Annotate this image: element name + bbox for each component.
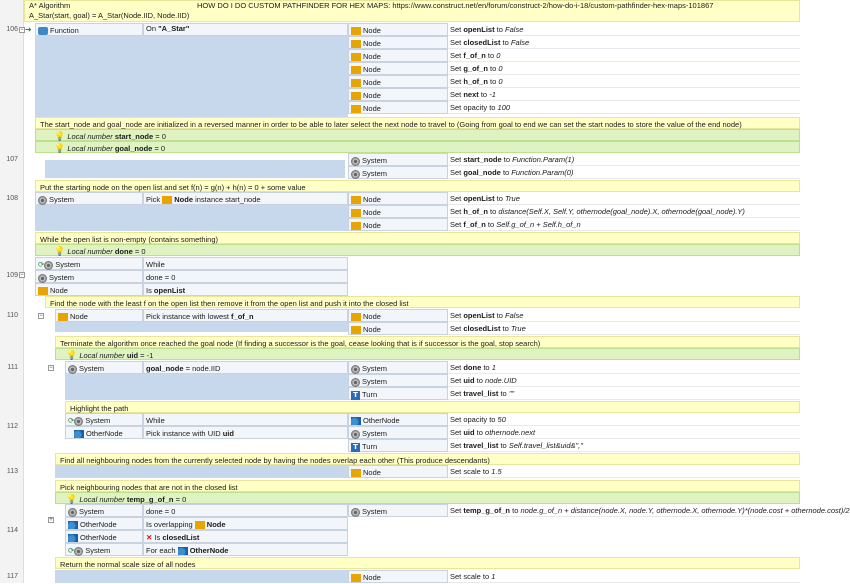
event-trigger-icon: ➜ (25, 25, 32, 34)
node-object-icon (58, 313, 68, 321)
collapse-toggle[interactable]: − (20, 272, 24, 278)
function-icon (38, 27, 48, 35)
action-object[interactable] (348, 309, 448, 322)
action-object-icon (351, 40, 361, 48)
variable-icon: 💡 (66, 494, 78, 504)
local-variable[interactable]: 💡 Local number temp_g_of_n = 0 (55, 492, 800, 504)
action-object-label: Turn (362, 442, 378, 451)
line-number: 113 (6, 468, 18, 475)
invert-icon: ✕ (146, 533, 153, 542)
variable-icon: 💡 (54, 143, 66, 153)
action-object-icon (351, 430, 360, 439)
condition-text[interactable]: Is overlapping Node (143, 517, 348, 530)
condition-object[interactable]: ⟳ System (65, 543, 143, 556)
action-object[interactable] (348, 62, 448, 75)
action-text[interactable]: Set openList to False (448, 23, 800, 36)
action-text[interactable]: Set closedList to True (448, 322, 800, 335)
action-object[interactable] (348, 413, 448, 426)
action-object[interactable] (348, 205, 448, 218)
event-block-background (35, 36, 348, 117)
condition-function-name: "A_Star" (158, 24, 190, 33)
action-text[interactable]: Set travel_list to "" (448, 387, 800, 400)
action-object[interactable] (348, 192, 448, 205)
action-object[interactable] (348, 439, 448, 452)
action-object-label: System (362, 377, 388, 386)
action-text[interactable]: Set scale to 1.5 (448, 465, 800, 478)
line-number: 106 (6, 26, 18, 33)
node-object-icon (162, 196, 172, 204)
action-object-label: System (362, 429, 388, 438)
line-number: 111 (7, 364, 18, 371)
condition-object-icon (68, 534, 78, 542)
comment[interactable]: Highlight the path (65, 401, 800, 413)
action-object[interactable] (348, 374, 448, 387)
condition-object-icon (74, 547, 83, 556)
comment[interactable]: Put the starting node on the open list and set f(n) = g(n) + h(n) = 0 + some value (35, 180, 800, 192)
action-object-icon (351, 313, 361, 321)
collapse-toggle[interactable]: − (20, 27, 24, 33)
condition-object[interactable]: System (65, 361, 143, 374)
condition-object[interactable]: ⟳ System (65, 413, 143, 426)
condition-object-icon (38, 287, 48, 295)
header-signature: A_Star(start, goal) = A_Star(Node.IID, Node.IID) (29, 11, 190, 20)
line-number: 108 (6, 195, 18, 202)
action-object-label: Turn (362, 390, 378, 399)
action-object[interactable] (348, 49, 448, 62)
action-object-label: System (362, 169, 388, 178)
action-text[interactable]: Set opacity to 50 (448, 413, 800, 426)
condition-object[interactable]: OtherNode (65, 530, 143, 543)
action-object-icon (351, 66, 361, 74)
action-text[interactable]: Set done to 1 (448, 361, 800, 374)
action-object[interactable]: Node (348, 570, 448, 583)
action-object-label: Node (363, 91, 381, 100)
comment[interactable]: The start_node and goal_node are initialized in a reversed manner in order to be able to later select the next node to travel to (Going from goal to end we can set the start nodes to store the value of the end node) (35, 117, 800, 129)
condition-object[interactable]: System (65, 504, 143, 517)
condition-text[interactable]: goal_node = node.IID (143, 361, 348, 374)
action-text[interactable]: Set uid to node.UID (448, 374, 800, 387)
condition-object[interactable]: System (35, 192, 143, 205)
system-gear-icon (38, 196, 47, 205)
action-object-label: Node (363, 195, 381, 204)
event-block-background (45, 160, 345, 178)
action-object-label: Node (363, 65, 381, 74)
action-object[interactable] (348, 426, 448, 439)
condition-text[interactable]: Pick instance with UID uid (143, 426, 348, 439)
action-text[interactable]: Set f_of_n to Self.g_of_n + Self.h_of_n (448, 218, 800, 231)
comment[interactable]: Pick neighbouring nodes that are not in the closed list (55, 480, 800, 492)
action-object[interactable] (348, 23, 448, 36)
condition-text[interactable]: Is openList (143, 283, 348, 296)
line-number: 109 (6, 272, 18, 279)
comment[interactable]: Find the node with the least f on the open list then remove it from the open list and push it into the closed list (45, 296, 800, 308)
condition-text[interactable]: ✕ Is closedList (143, 530, 348, 543)
action-object-icon (351, 170, 360, 179)
action-object-label: Node (363, 52, 381, 61)
collapse-toggle[interactable]: − (49, 365, 53, 371)
comment[interactable]: Find all neighbouring nodes from the currently selected node by having the nodes overlap each other (This produce descendants) (55, 453, 800, 465)
action-object-label: Node (363, 325, 381, 334)
local-variable[interactable]: 💡 Local number uid = -1 (55, 348, 800, 360)
action-object-icon: T (351, 443, 360, 452)
event-block-background (35, 205, 348, 231)
line-number: 107 (6, 156, 18, 163)
action-object[interactable] (348, 153, 448, 166)
condition-text[interactable]: Pick Node instance start_node (143, 192, 348, 205)
condition-prefix: On (146, 24, 159, 33)
action-text[interactable]: Set g_of_n to 0 (448, 62, 800, 75)
header-title: A* Algorithm (29, 1, 71, 10)
action-object-label: System (362, 156, 388, 165)
action-object-label: Node (363, 78, 381, 87)
action-text[interactable]: Set h_of_n to 0 (448, 75, 800, 88)
condition-object[interactable] (35, 23, 143, 36)
action-text[interactable]: Set openList to False (448, 309, 800, 322)
action-object-label: Node (363, 208, 381, 217)
action-object[interactable]: System (348, 504, 448, 517)
action-object-icon (351, 378, 360, 387)
line-number: 112 (6, 423, 18, 430)
othernode-icon (74, 430, 84, 438)
action-object-icon (351, 196, 361, 204)
line-number: 110 (6, 312, 18, 319)
action-object[interactable] (348, 166, 448, 179)
comment[interactable]: Return the normal scale size of all nodes (55, 557, 800, 569)
condition-object-icon (68, 521, 78, 529)
action-object-icon (351, 365, 360, 374)
collapse-toggle[interactable]: − (39, 313, 43, 319)
action-text[interactable]: Set temp_g_of_n to node.g_of_n + distance(node.X, node.Y, othernode.X, othernode.Y)*(node.cost + othernode.cost)/2 (450, 506, 850, 515)
condition-object[interactable]: Node (55, 309, 143, 322)
system-gear-icon (74, 417, 83, 426)
action-text[interactable]: Set opacity to 100 (448, 101, 800, 114)
condition-text[interactable]: While (143, 257, 348, 270)
line-number: 114 (6, 527, 18, 534)
action-text[interactable]: Set openList to True (448, 192, 800, 205)
action-object[interactable] (348, 36, 448, 49)
action-object-icon (351, 417, 361, 425)
node-object-icon (351, 574, 361, 582)
comment[interactable]: While the open list is non-empty (contains something) (35, 232, 800, 244)
function-label: Function (50, 26, 79, 35)
action-object-label: System (362, 364, 388, 373)
variable-icon: 💡 (66, 350, 78, 360)
action-text[interactable]: Set closedList to False (448, 36, 800, 49)
event-block-background (65, 374, 348, 400)
condition-object-icon (38, 274, 47, 283)
action-text[interactable]: Set start_node to Function.Param(1) (448, 153, 800, 166)
object-icon (195, 521, 205, 529)
condition-text[interactable]: For each OtherNode (143, 543, 348, 556)
condition-text[interactable]: Pick instance with lowest f_of_n (143, 309, 348, 322)
action-object-icon (351, 209, 361, 217)
action-object[interactable]: Node (348, 465, 448, 478)
local-variable[interactable]: 💡 Local number goal_node = 0 (35, 141, 800, 153)
condition-text[interactable]: While (143, 413, 348, 426)
action-object[interactable] (348, 75, 448, 88)
action-object[interactable] (348, 361, 448, 374)
condition-object-icon (68, 508, 77, 517)
object-icon (178, 547, 188, 555)
action-object-label: OtherNode (363, 416, 400, 425)
action-object[interactable] (348, 218, 448, 231)
action-object-icon (351, 326, 361, 334)
action-text[interactable]: Set h_of_n to distance(Self.X, Self.Y, othernode(goal_node).X, othernode(goal_node).Y) (448, 205, 800, 218)
event-block-background (55, 465, 348, 478)
condition-text[interactable]: done = 0 (143, 270, 348, 283)
action-text[interactable]: Set f_of_n to 0 (448, 49, 800, 62)
condition-object-icon (44, 261, 53, 270)
header-link: HOW DO I DO CUSTOM PATHFINDER FOR HEX MAPS: https://www.construct.net/en/forum/construct-2/how-do-i-18/custom-pathfinder-hex-maps-101867 (197, 1, 714, 10)
condition-object[interactable]: Node (35, 283, 143, 296)
action-object-icon (351, 157, 360, 166)
action-object-icon (351, 105, 361, 113)
action-object[interactable] (348, 101, 448, 114)
action-object[interactable] (348, 88, 448, 101)
condition-object[interactable]: System (35, 270, 143, 283)
condition-text[interactable] (143, 23, 348, 36)
gutter (0, 0, 24, 583)
action-text[interactable]: Set travel_list to Self.travel_list&uid&"," (448, 439, 800, 452)
action-object-icon (351, 53, 361, 61)
condition-object[interactable]: OtherNode (65, 426, 143, 439)
action-object-icon: T (351, 391, 360, 400)
action-text[interactable]: Set next to -1 (448, 88, 800, 101)
variable-icon: 💡 (54, 131, 66, 141)
action-object[interactable] (348, 387, 448, 400)
local-variable[interactable]: 💡 Local number start_node = 0 (35, 129, 800, 141)
action-object-label: Node (363, 26, 381, 35)
action-text[interactable]: Set goal_node to Function.Param(0) (448, 166, 800, 179)
action-object-label: Node (363, 312, 381, 321)
line-number: 117 (6, 573, 18, 580)
action-object[interactable] (348, 322, 448, 335)
event-block-background (55, 570, 348, 583)
node-object-icon (351, 469, 361, 477)
local-variable[interactable]: 💡 Local number done = 0 (35, 244, 800, 256)
condition-object[interactable]: ⟳ System (35, 257, 143, 270)
action-text[interactable]: Set uid to othernode.next (448, 426, 800, 439)
condition-text[interactable]: done = 0 (143, 504, 348, 517)
event-block-background (55, 322, 348, 332)
action-object-label: Node (363, 39, 381, 48)
condition-object[interactable]: OtherNode (65, 517, 143, 530)
action-object-icon (351, 92, 361, 100)
header-comment[interactable] (24, 0, 800, 22)
action-object-icon (351, 79, 361, 87)
system-gear-icon (351, 508, 360, 517)
action-object-label: Node (363, 221, 381, 230)
comment[interactable]: Terminate the algorithm once reached the goal node (If finding a successor is the goal, cease looking that is if successor is the goal, stop search) (55, 336, 800, 348)
system-gear-icon (68, 365, 77, 374)
action-object-label: Node (363, 104, 381, 113)
action-object-icon (351, 222, 361, 230)
expand-toggle[interactable]: + (49, 517, 53, 523)
action-text[interactable]: Set scale to 1 (448, 570, 800, 583)
variable-icon: 💡 (54, 246, 66, 256)
action-object-icon (351, 27, 361, 35)
